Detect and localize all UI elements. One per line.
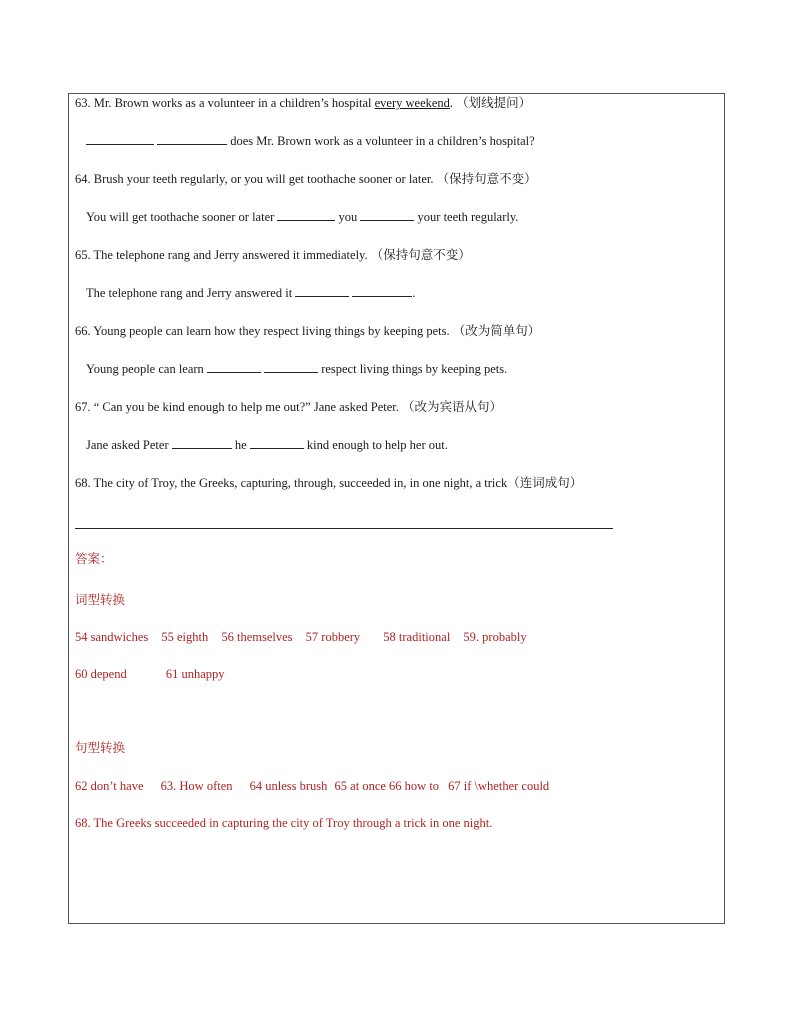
- answers-sentence-forms-row-1: [75, 778, 549, 794]
- section-title-sentence-forms: 句型转换: [75, 741, 126, 755]
- answer-67-mid: he: [231, 438, 250, 452]
- question-63-text: 63. Mr. Brown works as a volunteer in a children’s hospital: [75, 96, 375, 110]
- answer-65-post: .: [412, 286, 416, 300]
- answer-item: 64 unless brush: [249, 779, 328, 793]
- answer-item: 62 don’t have: [75, 779, 144, 793]
- question-67: 67. “ Can you be kind enough to help me out?” Jane asked Peter. （改为宾语从句）: [75, 400, 503, 414]
- answer-65-pre: The telephone rang and Jerry answered it: [86, 286, 296, 300]
- question-66: 66. Young people can learn how they respect living things by keeping pets. （改为简单句）: [75, 324, 541, 338]
- answers-heading: 答案：: [75, 552, 113, 566]
- answer-item: 55 eighth: [161, 630, 209, 644]
- question-63: [75, 95, 531, 111]
- answers-word-forms-row-2: [75, 666, 225, 682]
- answer-line-64: [86, 209, 518, 225]
- blank[interactable]: [207, 361, 261, 373]
- blank[interactable]: [360, 209, 414, 221]
- answer-item: 66 how to: [389, 779, 440, 793]
- answer-item: 59. probably: [463, 630, 527, 644]
- answer-66-pre: Young people can learn: [86, 362, 207, 376]
- answer-64-post: your teeth regularly.: [414, 210, 519, 224]
- question-63-instruction: . （划线提问）: [449, 96, 532, 110]
- answer-66-post: respect living things by keeping pets.: [318, 362, 508, 376]
- question-65: 65. The telephone rang and Jerry answered it immediately. （保持句意不变）: [75, 248, 471, 262]
- answer-item: 67 if \whether could: [448, 779, 550, 793]
- answer-item: 65 at once: [334, 779, 386, 793]
- answer-item: 63. How often: [160, 779, 233, 793]
- answer-line-66: [86, 361, 507, 377]
- blank[interactable]: [264, 361, 318, 373]
- answers-word-forms-row-1: [75, 629, 527, 645]
- answer-64-pre: You will get toothache sooner or later: [86, 210, 278, 224]
- answer-line-63: [86, 133, 535, 149]
- blank[interactable]: [172, 437, 232, 449]
- section-title-word-forms: 词型转换: [75, 593, 126, 607]
- answer-item: 54 sandwiches: [75, 630, 149, 644]
- blank[interactable]: [86, 133, 154, 145]
- underlined-phrase: every weekend: [374, 96, 450, 110]
- blank[interactable]: [295, 285, 349, 297]
- answer-item: 61 unhappy: [165, 667, 225, 681]
- answer-67-post: kind enough to help her out.: [303, 438, 448, 452]
- answer-line-65: [86, 285, 416, 301]
- answer-64-mid: you: [335, 210, 361, 224]
- question-68: 68. The city of Troy, the Greeks, capturing, through, succeeded in, in one night, a trick（连词成句）: [75, 476, 583, 490]
- answers-sentence-forms-row-2: 68. The Greeks succeeded in capturing the city of Troy through a trick in one night.: [75, 816, 493, 830]
- answer-item: 57 robbery: [305, 630, 361, 644]
- question-64: 64. Brush your teeth regularly, or you will get toothache sooner or later. （保持句意不变）: [75, 172, 537, 186]
- answer-item: 60 depend: [75, 667, 127, 681]
- blank[interactable]: [250, 437, 304, 449]
- answer-67-pre: Jane asked Peter: [86, 438, 172, 452]
- blank[interactable]: [352, 285, 412, 297]
- answer-line-67: [86, 437, 448, 453]
- blank[interactable]: [157, 133, 227, 145]
- answer-item: 56 themselves: [221, 630, 293, 644]
- answer-63-text: does Mr. Brown work as a volunteer in a children’s hospital?: [227, 134, 535, 148]
- answer-item: 58 traditional: [383, 630, 451, 644]
- blank[interactable]: [277, 209, 335, 221]
- answer-line-68[interactable]: [75, 528, 613, 529]
